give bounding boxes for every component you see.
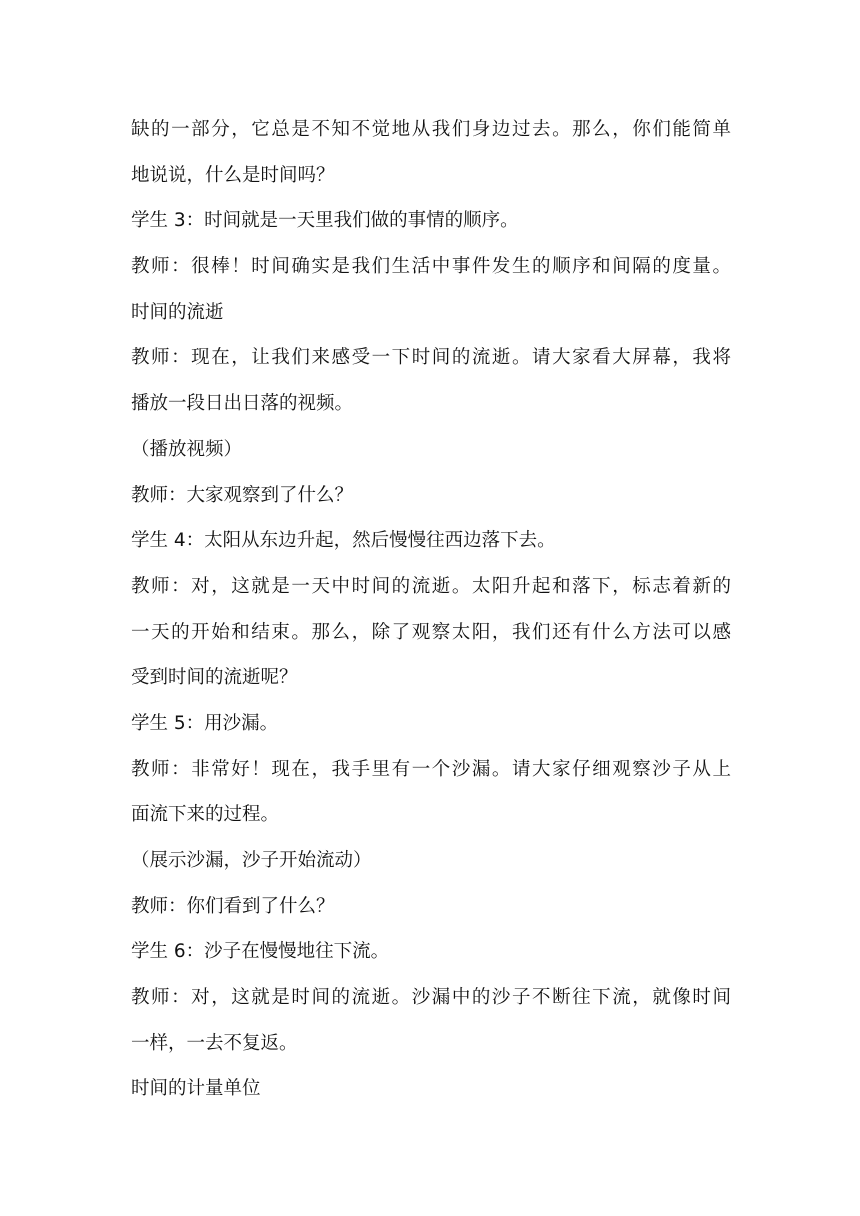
text-line: 学生 3：时间就是一天里我们做的事情的顺序。 [131,210,519,232]
text-line: 教师：现在，让我们来感受一下时间的流逝。请大家看大屏幕，我将 [131,347,731,369]
text-line: 教师：大家观察到了什么？ [131,484,354,506]
text-line: 面流下来的过程。 [131,804,280,826]
stage-direction-show-hourglass [131,838,731,884]
text-line: 教师：很棒！时间确实是我们生活中事件发生的顺序和间隔的度量。 [131,256,731,278]
section-heading-time-passing [131,290,731,336]
text-line: 教师：对，这就是一天中时间的流逝。太阳升起和落下，标志着新的 [131,575,731,597]
paragraph-student-6 [131,929,731,975]
text-line: 受到时间的流逝呢？ [131,667,298,689]
text-line: 缺的一部分，它总是不知不觉地从我们身边过去。那么，你们能简单 [131,119,731,140]
paragraph-student-3 [131,198,731,244]
text-line: 教师：非常好！现在，我手里有一个沙漏。请大家仔细观察沙子从上 [131,758,731,780]
text-line: 播放一段日出日落的视频。 [131,393,354,415]
text-line: 一天的开始和结束。那么，除了观察太阳，我们还有什么方法可以感 [131,621,731,643]
section-heading-time-units [131,1066,731,1112]
text-line: 一样，一去不复返。 [131,1032,298,1054]
text-line: 教师：你们看到了什么？ [131,895,335,917]
text-line: 地说说，什么是时间吗？ [131,164,335,186]
paragraph-teacher-hourglass [131,747,731,838]
text-line: 时间的计量单位 [131,1078,261,1100]
paragraph-teacher-what-seen [131,884,731,930]
paragraph-student-4 [131,518,731,564]
paragraph-teacher-sun [131,564,731,701]
stage-direction-play-video [131,427,731,473]
document-body [131,107,731,1112]
paragraph-student-5 [131,701,731,747]
text-line: 学生 4：太阳从东边升起，然后慢慢往西边落下去。 [131,530,556,552]
text-line: 学生 6：沙子在慢慢地往下流。 [131,941,390,963]
text-line: 学生 5：用沙漏。 [131,712,279,734]
text-line: （播放视频） [131,438,243,460]
paragraph-teacher-video-intro [131,335,731,426]
paragraph-teacher-question [131,473,731,519]
paragraph-time-definition-question [131,107,731,198]
text-line: （展示沙漏，沙子开始流动） [131,850,372,871]
text-line: 时间的流逝 [131,301,224,323]
paragraph-teacher-praise [131,244,731,290]
paragraph-teacher-conclusion [131,975,731,1066]
text-line: 教师：对，这就是时间的流逝。沙漏中的沙子不断往下流，就像时间 [131,987,731,1009]
